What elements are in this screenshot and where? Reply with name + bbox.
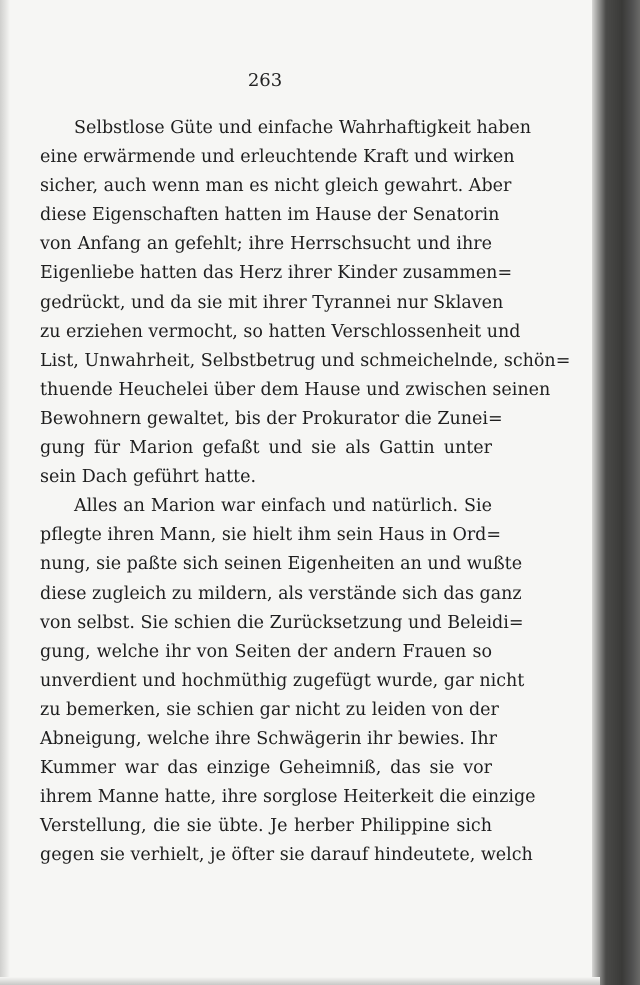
text-line: eine erwärmende und erleuchtende Kraft und wirken <box>40 147 515 168</box>
page-left-edge <box>0 0 10 985</box>
book-binding-shadow <box>592 0 640 985</box>
text-line: thuende Heuchelei über dem Hause und zwischen seinen <box>40 379 551 400</box>
page-number: 263 <box>247 70 283 91</box>
text-line: diese Eigenschaften hatten im Hause der Senatorin <box>40 205 500 226</box>
text-line: gedrückt, und da sie mit ihrer Tyrannei nur Sklaven <box>40 292 504 313</box>
text-line: nung, sie paßte sich seinen Eigenheiten an und wußte <box>40 554 523 575</box>
text-line: ihrem Manne hatte, ihre sorglose Heiterkeit die einzige <box>40 787 536 808</box>
text-line: gung für Marion gefaßt und sie als Gattin unter <box>40 438 492 459</box>
body-text <box>40 114 571 870</box>
text-line: von Anfang an gefehlt; ihre Herrschsucht und ihre <box>40 234 492 255</box>
text-line: von selbst. Sie schien die Zurücksetzung und Beleidi= <box>40 612 524 633</box>
text-line: Abneigung, welche ihre Schwägerin ihr bewies. Ihr <box>40 728 497 749</box>
text-line: sicher, auch wenn man es nicht gleich gewahrt. Aber <box>40 176 512 197</box>
text-line: zu bemerken, sie schien gar nicht zu leiden von der <box>40 699 499 720</box>
text-line: unverdient und hochmüthig zugefügt wurde, gar nicht <box>40 670 525 691</box>
text-line: Alles an Marion war einfach und natürlich. Sie <box>74 496 492 517</box>
text-line: Kummer war das einzige Geheimniß, das sie vor <box>40 758 492 779</box>
text-line: zu erziehen vermocht, so hatten Verschlossenheit und <box>40 321 521 342</box>
text-line: Selbstlose Güte und einfache Wahrhaftigkeit haben <box>74 118 532 138</box>
text-line: pflegte ihren Mann, sie hielt ihm sein Haus in Ord= <box>40 525 502 546</box>
text-line: Verstellung, die sie übte. Je herber Philippine sich <box>40 816 492 837</box>
text-line: gegen sie verhielt, je öfter sie darauf hindeutete, welch <box>40 845 533 866</box>
text-line: Eigenliebe hatten das Herz ihrer Kinder zusammen= <box>40 263 513 284</box>
text-line: Bewohnern gewaltet, bis der Prokurator die Zunei= <box>40 408 503 429</box>
text-line: diese zugleich zu mildern, als verstände sich das ganz <box>40 583 522 604</box>
text-line: sein Dach geführt hatte. <box>40 467 257 488</box>
text-line: gung, welche ihr von Seiten der andern Frauen so <box>40 641 492 662</box>
page-bottom-edge <box>0 977 600 985</box>
text-line: List, Unwahrheit, Selbstbetrug und schmeichelnde, schön= <box>40 350 571 371</box>
